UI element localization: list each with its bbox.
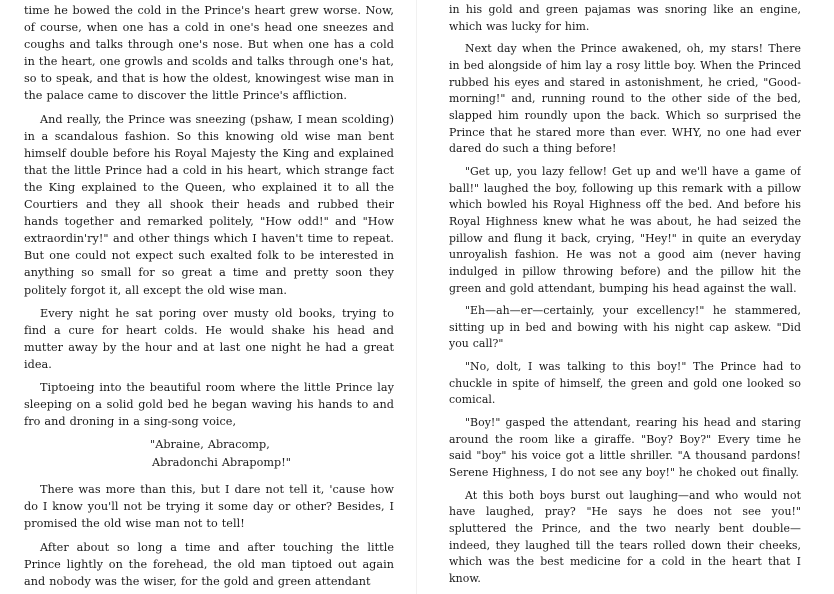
left-page-text (24, 0, 394, 590)
verse-line: "Abraine, Abracomp, (150, 438, 270, 452)
paragraph: "Boy!" gasped the attendant, rearing his head and staring around the room like a giraffe. "Boy? Boy?" Every time he said "boy" his voice got a little shriller. "A thousand pardons! Serene Highness, I do not see any boy!" he choked out finally. (449, 416, 801, 480)
page-gutter (416, 0, 417, 594)
right-page-text (449, 0, 801, 588)
paragraph: And really, the Prince was sneezing (pshaw, I mean scolding) in a scandalous fashion. So this knowing old wise man bent himself double before his Royal Majesty the King and explained that the little Prince had a cold in his heart, which strange fact the King explained to the Queen, who explained it to all the Courtiers and they all shook their heads and rubbed their hands together and remarked politely, "How odd!" and "How extraordin'ry!" and other things which I haven't time to repeat. But one could not expect such exalted folk to be interested in anything so small for so great a time and pretty soon they politely forgot it, all except the old wise man. (24, 112, 394, 297)
paragraph: After about so long a time and after touching the little Prince lightly on the forehead, the old man tiptoed out again and nobody was the wiser, for the gold and green attendant (24, 540, 394, 588)
paragraph: time he bowed the cold in the Prince's heart grew worse. Now, of course, when one has a cold in one's head one sneezes and coughs and talks through one's nose. But when one has a cold in the heart, one growls and scolds and talks through one's hat, so to speak, and that is how the oldest, knowingest wise man in the palace came to discover the little Prince's affliction. (24, 4, 394, 103)
paragraph: in his gold and green pajamas was snoring like an engine, which was lucky for him. (449, 3, 801, 33)
paragraph: "No, dolt, I was talking to this boy!" The Prince had to chuckle in spite of himself, the green and gold one looked so comical. (449, 360, 801, 407)
verse-line: Abradonchi Abrapomp!" (152, 456, 291, 470)
incantation-verse (150, 436, 394, 472)
right-page (449, 0, 801, 594)
paragraph: Every night he sat poring over musty old books, trying to find a cure for heart colds. He would shake his head and mutter away by the hour and at last one night he had a great idea. (24, 306, 394, 371)
paragraph: Next day when the Prince awakened, oh, my stars! There in bed alongside of him lay a rosy little boy. When the Princed rubbed his eyes and stared in astonishment, he cried, "Good-morning!" and, running round to the other side of the bed, slapped him roundly upon the back. Which so surprised the Prince that he stared more than ever. WHY, no one had ever dared do such a thing before! (449, 42, 801, 156)
paragraph: Tiptoeing into the beautiful room where the little Prince lay sleeping on a solid gold bed he began waving his hands to and fro and droning in a sing-song voice, (24, 380, 394, 429)
left-page (24, 0, 394, 594)
paragraph: "Get up, you lazy fellow! Get up and we'll have a game of ball!" laughed the boy, following up this remark with a pillow which bowled his Royal Highness off the bed. And before his Royal Highness knew what he was about, he had seized the pillow and flung it back, crying, "Hey!" in quite an everyday unroyalish fashion. He was not a good aim (never having indulged in pillow throwing before) and the pillow hit the green and gold attendant, bumping his head against the wall. (449, 164, 801, 295)
paragraph: There was more than this, but I dare not tell it, 'cause how do I know you'll not be trying it some day or other? Besides, I promised the old wise man not to tell! (24, 483, 394, 531)
paragraph: At this both boys burst out laughing—and who would not have laughed, pray? "He says he does not see you!" spluttered the Prince, and the two nearly bent double—indeed, they laughed till the tears rolled down their cheeks, which was the best medicine for a cold in the heart that I know. (449, 488, 801, 585)
paragraph: "Eh—ah—er—certainly, your excellency!" he stammered, sitting up in bed and bowing with his night cap askew. "Did you call?" (449, 304, 801, 351)
